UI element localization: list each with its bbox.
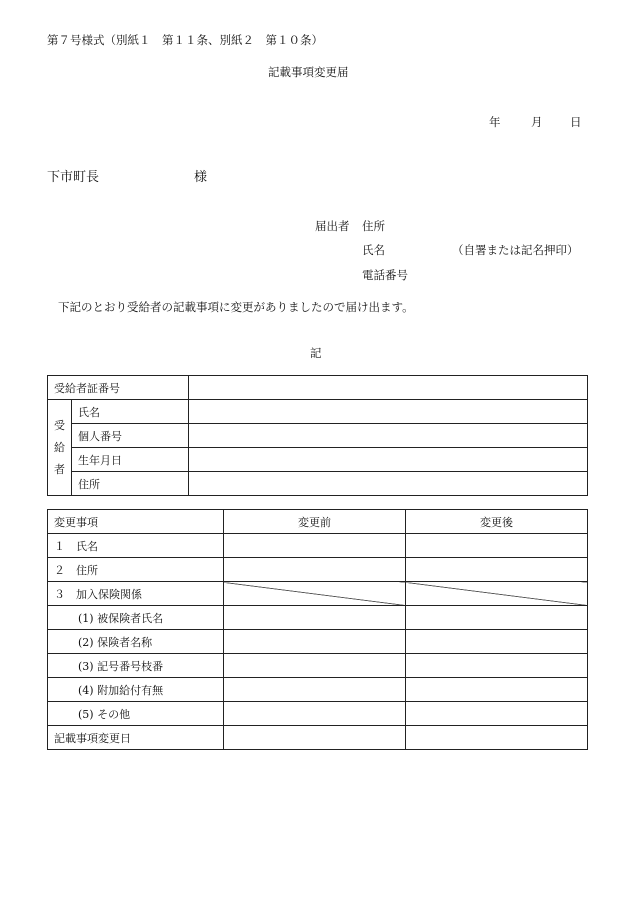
applicant-name-label: 氏名 [362,243,385,257]
change-item-label: (2) 保険者名称 [48,630,224,654]
change-item-label: １ 氏名 [48,534,224,558]
date-month-label: 月 [531,115,543,129]
col-header-after: 変更後 [406,510,588,534]
change-before-field[interactable] [224,654,406,678]
change-after-field[interactable] [406,534,588,558]
addressee-suffix: 様 [194,170,208,185]
change-before-field[interactable] [224,726,406,750]
change-table [47,509,588,750]
addressee-name: 下市町長 [47,170,100,185]
col-header-item: 変更事項 [48,510,224,534]
change-item-label: (3) 記号番号枝番 [48,654,224,678]
seal-note: （自署または記名押印） [452,243,579,257]
recipient-group-char: 受 [54,418,65,432]
change-before-field[interactable] [224,558,406,582]
table-row [48,424,588,448]
date-day-label: 日 [570,115,582,129]
change-before-field[interactable] [224,606,406,630]
recipient-address-label: 住所 [72,472,189,496]
table-row [48,702,588,726]
change-after-field[interactable] [406,702,588,726]
change-item-label: (4) 附加給付有無 [48,678,224,702]
table-row [48,630,588,654]
recipient-birthdate-label: 生年月日 [72,448,189,472]
applicant-phone-label: 電話番号 [362,268,408,282]
recipient-group-label [48,400,72,496]
table-row [48,678,588,702]
recipient-name-field[interactable] [189,400,588,424]
table-row [48,448,588,472]
change-after-field [406,582,588,606]
ki-label: 記 [310,346,322,360]
table-row [48,558,588,582]
table-row [48,376,588,400]
form-title: 記載事項変更届 [268,65,349,79]
table-row [48,726,588,750]
recipient-name-label: 氏名 [72,400,189,424]
change-before-field[interactable] [224,678,406,702]
table-row [48,400,588,424]
change-after-field[interactable] [406,630,588,654]
change-after-field[interactable] [406,606,588,630]
change-before-field [224,582,406,606]
recipient-group-char: 給 [54,440,65,454]
change-after-field[interactable] [406,654,588,678]
recipient-table [47,375,588,496]
table-row [48,534,588,558]
table-row [48,606,588,630]
form-number: 第７号様式（別紙１ 第１１条、別紙２ 第１０条） [47,33,323,47]
change-after-field[interactable] [406,678,588,702]
recipient-birthdate-field[interactable] [189,448,588,472]
recipient-address-field[interactable] [189,472,588,496]
applicant-address-label: 住所 [362,219,385,233]
col-header-before: 変更前 [224,510,406,534]
change-after-field[interactable] [406,726,588,750]
recipient-group-char: 者 [54,462,65,476]
change-item-label: ２ 住所 [48,558,224,582]
change-before-field[interactable] [224,702,406,726]
cert-number-field[interactable] [189,376,588,400]
change-after-field[interactable] [406,558,588,582]
change-before-field[interactable] [224,630,406,654]
change-before-field[interactable] [224,534,406,558]
recipient-mynumber-label: 個人番号 [72,424,189,448]
change-item-label: (5) その他 [48,702,224,726]
cert-number-label: 受給者証番号 [48,376,189,400]
recipient-mynumber-field[interactable] [189,424,588,448]
applicant-label: 届出者 [315,219,350,233]
table-row [48,472,588,496]
change-item-label: (1) 被保険者氏名 [48,606,224,630]
table-header-row [48,510,588,534]
change-item-label: ３ 加入保険関係 [48,582,224,606]
intro-text: 下記のとおり受給者の記載事項に変更がありましたので届け出ます。 [58,300,414,314]
table-row [48,582,588,606]
date-year-label: 年 [489,115,501,129]
table-row [48,654,588,678]
change-item-label: 記載事項変更日 [48,726,224,750]
